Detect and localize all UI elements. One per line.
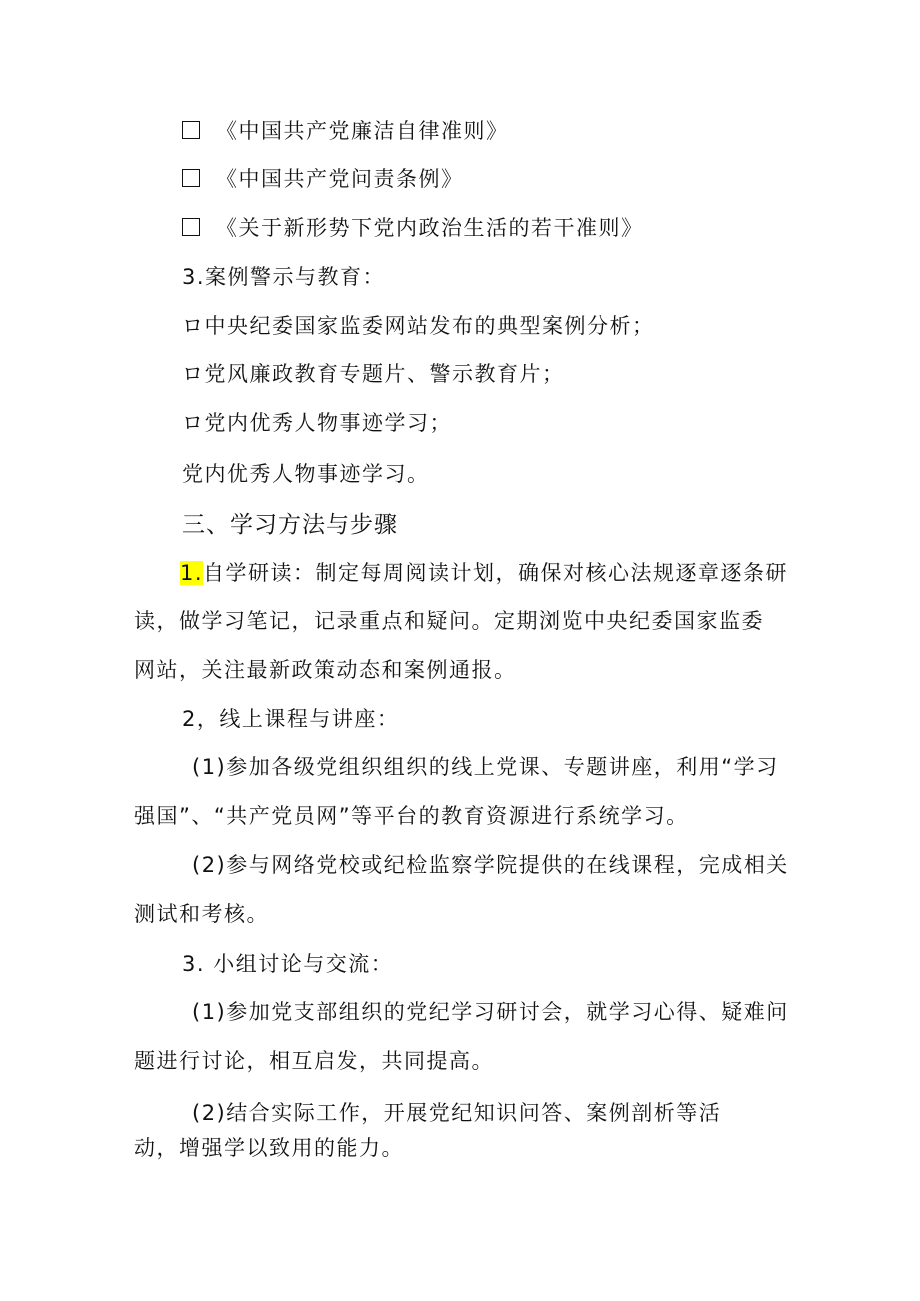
paragraph-line: (2)结合实际工作，开展党纪知识问答、案例剖析等活 [192,1101,722,1125]
checkbox-icon[interactable] [182,169,200,187]
subheading-online-courses: 2，线上课程与讲座： [182,707,400,731]
paragraph-1-line [180,558,788,588]
checklist-item [182,116,509,146]
checklist-item [182,164,464,194]
checklist-label: 《关于新形势下党内政治生活的若干准则》 [216,216,644,240]
checkbox-icon[interactable] [182,121,200,139]
paragraph-line: (1)参加党支部组织的党纪学习研讨会，就学习心得、疑难问 [192,1000,789,1024]
paragraph-line: 强国”、“共产党员网”等平台的教育资源进行系统学习。 [134,804,689,828]
paragraph-1-line: 网站，关注最新政策动态和案例通报。 [134,658,517,682]
paragraph-line: 题进行讨论，相互启发，共同提高。 [134,1049,494,1073]
case-item: ロ中央纪委国家监委网站发布的典型案例分析； [182,314,655,338]
checkbox-icon[interactable] [182,218,200,236]
paragraph-1-text: 自学研读：制定每周阅读计划，确保对核心法规逐章逐条研 [203,561,789,585]
case-extra: 党内优秀人物事迹学习。 [182,462,430,486]
highlighted-number: 1. [180,561,204,585]
checklist-label: 《中国共产党廉洁自律准则》 [216,119,509,143]
paragraph-line: (1)参加各级党组织组织的线上党课、专题讲座，利用“学习 [192,755,779,779]
subheading-group-discussion: 3. 小组讨论与交流： [182,952,394,976]
section-title: 三、学习方法与步骤 [182,512,398,538]
paragraph-line: 测试和考核。 [134,902,269,926]
case-item: ロ党风廉政教育专题片、警示教育片； [182,362,565,386]
case-heading: 3.案例警示与教育： [182,265,386,289]
case-item: ロ党内优秀人物事迹学习； [182,411,452,435]
paragraph-line: 动，增强学以致用的能力。 [134,1136,404,1160]
paragraph-line: (2)参与网络党校或纪检监察学院提供的在线课程，完成相关 [192,853,789,877]
paragraph-1-line: 读，做学习笔记，记录重点和疑问。定期浏览中央纪委国家监委 [134,609,764,633]
checklist-label: 《中国共产党问责条例》 [216,167,464,191]
checklist-item [182,213,644,243]
